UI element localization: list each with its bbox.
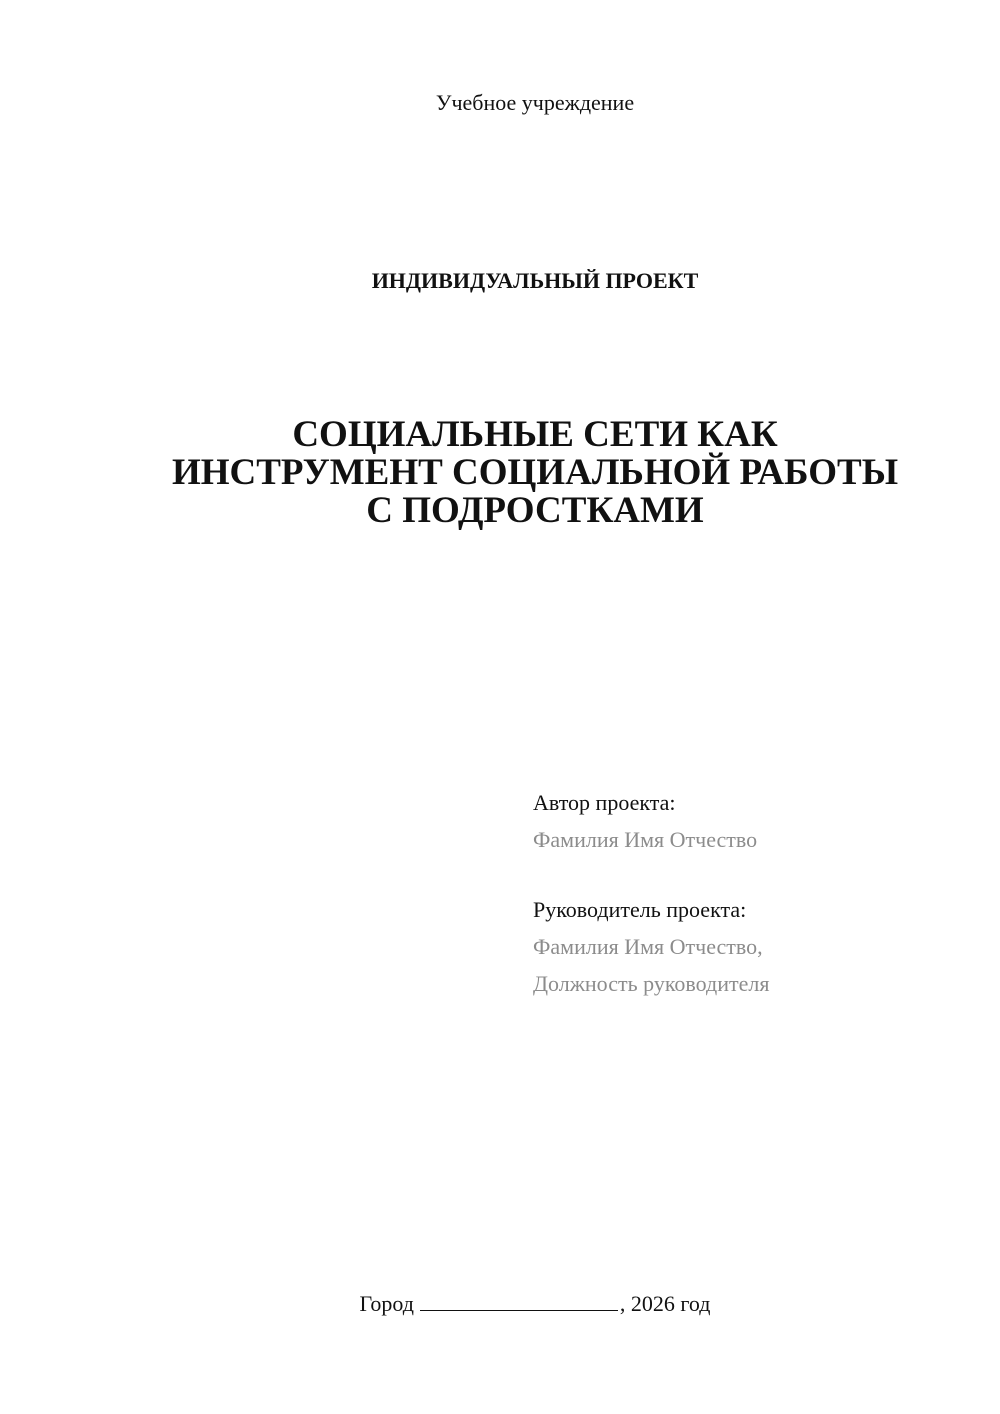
city-blank-line xyxy=(420,1290,618,1311)
supervisor-block xyxy=(533,891,953,1002)
city-label: Город xyxy=(359,1291,414,1316)
footer-city-year xyxy=(70,1290,1000,1317)
project-type-heading: ИНДИВИДУАЛЬНЫЙ ПРОЕКТ xyxy=(371,268,699,293)
title-line-3: С ПОДРОСТКАМИ xyxy=(366,490,704,531)
author-label: Автор проекта: xyxy=(533,790,676,815)
author-name: Фамилия Имя Отчество xyxy=(533,827,758,852)
title-line-1: СОЦИАЛЬНЫЕ СЕТИ КАК xyxy=(292,414,778,455)
year-text: , 2026 год xyxy=(619,1291,711,1316)
title-line-2: ИНСТРУМЕНТ СОЦИАЛЬНОЙ РАБОТЫ xyxy=(171,452,899,493)
institution-name: Учебное учреждение xyxy=(435,90,635,115)
author-block xyxy=(533,784,953,858)
supervisor-position: Должность руководителя xyxy=(533,971,770,996)
supervisor-label: Руководитель проекта: xyxy=(533,897,747,922)
supervisor-name: Фамилия Имя Отчество, xyxy=(533,934,763,959)
project-title xyxy=(100,416,970,530)
